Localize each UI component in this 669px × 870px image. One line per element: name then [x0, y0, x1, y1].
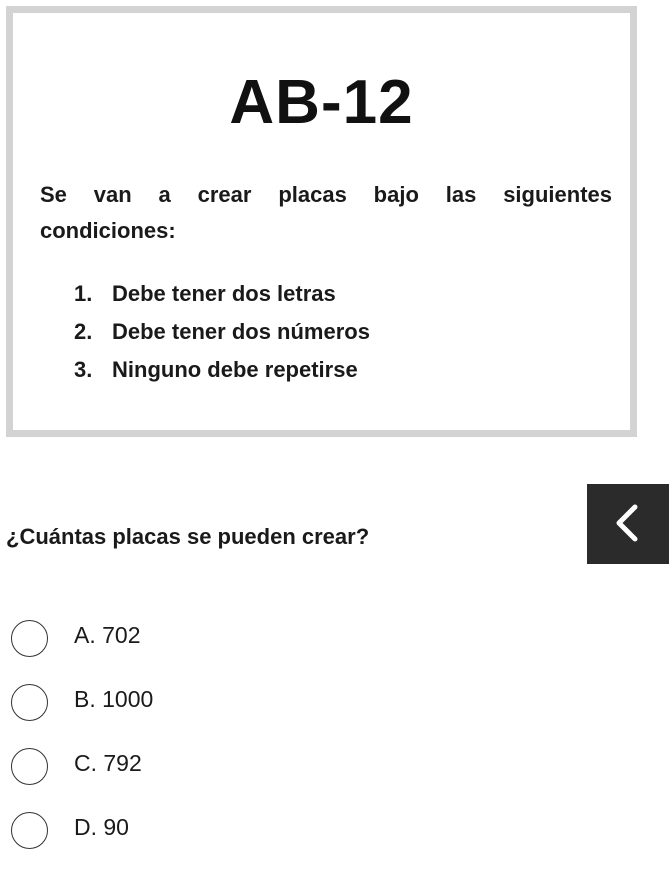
radio-button[interactable] — [11, 684, 48, 721]
radio-button[interactable] — [11, 748, 48, 785]
option-label: A. 702 — [74, 622, 141, 648]
option-label: D. 90 — [74, 814, 129, 840]
condition-number: 2. — [74, 319, 93, 344]
option-label: B. 1000 — [74, 686, 154, 712]
back-button[interactable] — [587, 484, 669, 564]
radio-button[interactable] — [11, 812, 48, 849]
radio-button[interactable] — [11, 620, 48, 657]
condition-text: Debe tener dos letras — [112, 281, 336, 306]
condition-item — [74, 351, 370, 389]
condition-text: Ninguno debe repetirse — [112, 357, 358, 382]
condition-item — [74, 275, 370, 313]
problem-intro: Se van a crear placas bajo las siguientes condiciones: — [40, 182, 612, 243]
chevron-left-icon — [587, 484, 669, 564]
question-text: ¿Cuántas placas se pueden crear? — [6, 524, 370, 549]
problem-card — [6, 6, 637, 437]
condition-item — [74, 313, 370, 351]
condition-number: 3. — [74, 357, 93, 382]
license-plate-text: AB-12 — [229, 68, 414, 137]
conditions-list — [74, 275, 370, 389]
option-label: C. 792 — [74, 750, 142, 776]
condition-number: 1. — [74, 281, 93, 306]
condition-text: Debe tener dos números — [112, 319, 370, 344]
